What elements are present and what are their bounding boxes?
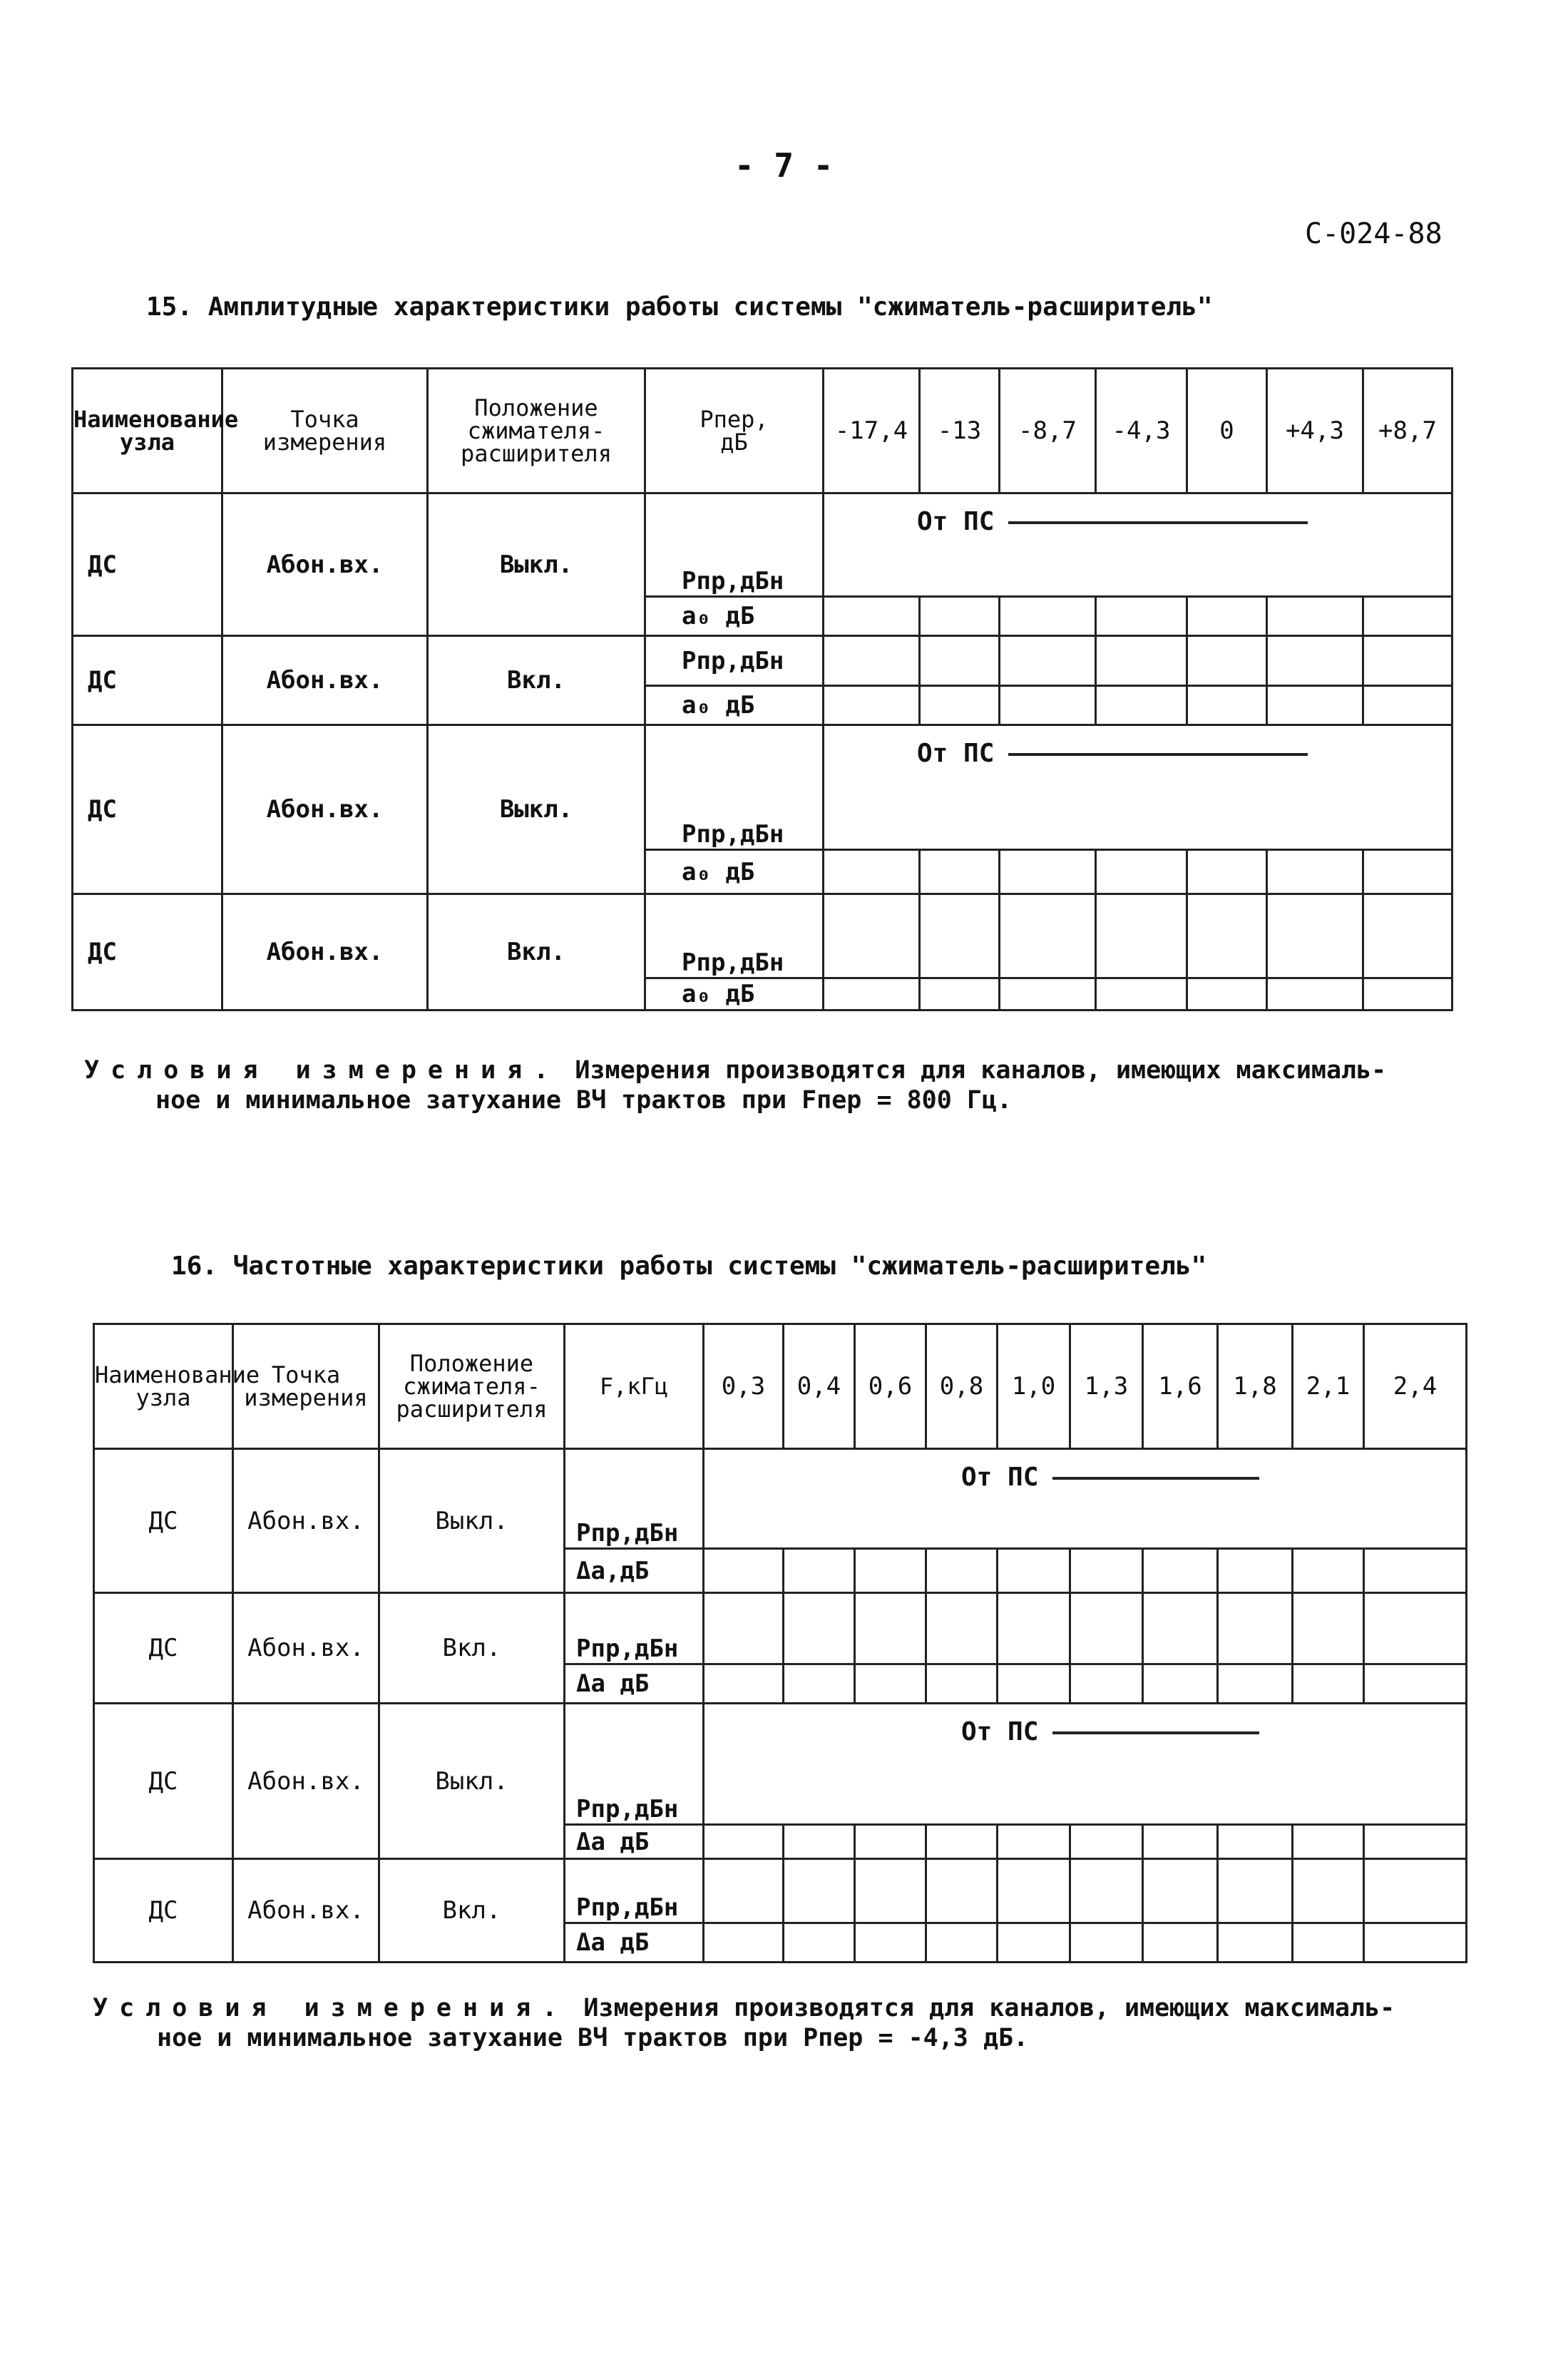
- ot-ps-text: От ПС: [917, 739, 995, 768]
- empty-cell: [1000, 978, 1096, 1010]
- row-point: Абон.вх.: [222, 894, 428, 1010]
- level-cell: 0: [1187, 369, 1267, 493]
- empty-cell: [704, 1664, 784, 1704]
- empty-cell: [704, 1825, 784, 1859]
- ot-ps-cell: [824, 725, 1452, 850]
- row-param-a: a₀ дБ: [645, 686, 824, 725]
- section-15-title: 15. Амплитудные характеристики работы системы "сжиматель-расширитель": [146, 292, 1213, 322]
- empty-cell: [1364, 1549, 1467, 1593]
- row-position: Вкл.: [379, 1859, 565, 1963]
- section-15-conditions: [84, 1055, 1386, 1115]
- empty-cell: [1364, 1825, 1467, 1859]
- ot-ps-label: [917, 507, 1308, 536]
- empty-cell: [1267, 850, 1363, 894]
- row-node: ДС: [94, 1593, 233, 1704]
- empty-cell: [1218, 1825, 1293, 1859]
- table-15: [71, 367, 1453, 1011]
- empty-cell: [1267, 686, 1363, 725]
- empty-cell: [920, 978, 1000, 1010]
- empty-cell: [920, 850, 1000, 894]
- empty-cell: [1267, 894, 1363, 978]
- table-row: [94, 1449, 1467, 1549]
- freq-cell: 0,3: [704, 1324, 784, 1449]
- empty-cell: [926, 1593, 998, 1664]
- ot-ps-blank: [1008, 753, 1308, 756]
- freq-cell: 2,1: [1293, 1324, 1364, 1449]
- empty-cell: [1363, 686, 1452, 725]
- condition-line-1: [84, 1055, 1386, 1085]
- header-param-main: Pпер,: [700, 406, 769, 433]
- empty-cell: [704, 1593, 784, 1664]
- row-param-a: Δa дБ: [565, 1923, 704, 1963]
- empty-cell: [926, 1664, 998, 1704]
- empty-cell: [824, 636, 920, 686]
- row-param-a: Δa дБ: [565, 1825, 704, 1859]
- freq-cell: 1,3: [1070, 1324, 1143, 1449]
- ot-ps-label: [917, 739, 1308, 768]
- empty-cell: [824, 597, 920, 636]
- row-node: ДС: [94, 1859, 233, 1963]
- ot-ps-text: От ПС: [961, 1717, 1039, 1746]
- header-freq: F,кГц: [565, 1324, 704, 1449]
- empty-cell: [1143, 1664, 1218, 1704]
- empty-cell: [920, 597, 1000, 636]
- empty-cell: [1096, 978, 1187, 1010]
- freq-cell: 0,4: [784, 1324, 855, 1449]
- empty-cell: [1000, 850, 1096, 894]
- empty-cell: [998, 1549, 1070, 1593]
- empty-cell: [1096, 686, 1187, 725]
- empty-cell: [1070, 1593, 1143, 1664]
- empty-cell: [1096, 636, 1187, 686]
- empty-cell: [784, 1549, 855, 1593]
- empty-cell: [926, 1549, 998, 1593]
- row-node: ДС: [73, 894, 222, 1010]
- row-point: Абон.вх.: [222, 493, 428, 636]
- empty-cell: [1267, 636, 1363, 686]
- header-point: Точка измерения: [222, 369, 428, 493]
- empty-cell: [1000, 597, 1096, 636]
- empty-cell: [998, 1825, 1070, 1859]
- row-param-p: Pпр,дБн: [565, 1449, 704, 1549]
- empty-cell: [1143, 1859, 1218, 1923]
- empty-cell: [855, 1825, 926, 1859]
- empty-cell: [824, 894, 920, 978]
- row-point: Абон.вх.: [222, 725, 428, 894]
- condition-text-1: Измерения производятся для каналов, имеющих максималь-: [583, 1994, 1395, 2022]
- ot-ps-text: От ПС: [917, 507, 995, 536]
- empty-cell: [1363, 636, 1452, 686]
- empty-cell: [1143, 1923, 1218, 1963]
- empty-cell: [1218, 1923, 1293, 1963]
- row-position: Вкл.: [428, 894, 645, 1010]
- empty-cell: [998, 1923, 1070, 1963]
- empty-cell: [1364, 1859, 1467, 1923]
- row-node: ДС: [73, 636, 222, 725]
- row-position: Выкл.: [428, 493, 645, 636]
- empty-cell: [1143, 1593, 1218, 1664]
- document-code: С-024-88: [1305, 218, 1443, 250]
- empty-cell: [1293, 1549, 1364, 1593]
- empty-cell: [855, 1923, 926, 1963]
- row-point: Абон.вх.: [233, 1704, 379, 1859]
- ot-ps-blank: [1008, 521, 1308, 524]
- section-16-conditions: [93, 1993, 1395, 2053]
- freq-cell: 1,8: [1218, 1324, 1293, 1449]
- empty-cell: [1000, 894, 1096, 978]
- row-node: ДС: [73, 725, 222, 894]
- header-point: Точка измерения: [233, 1324, 379, 1449]
- freq-cell: 2,4: [1364, 1324, 1467, 1449]
- empty-cell: [1070, 1859, 1143, 1923]
- row-param-a: a₀ дБ: [645, 597, 824, 636]
- row-node: ДС: [94, 1704, 233, 1859]
- row-position: Выкл.: [379, 1449, 565, 1593]
- row-param-p: Pпр,дБн: [645, 894, 824, 978]
- empty-cell: [920, 686, 1000, 725]
- empty-cell: [855, 1859, 926, 1923]
- empty-cell: [704, 1923, 784, 1963]
- ot-ps-cell: [704, 1449, 1467, 1549]
- empty-cell: [1187, 686, 1267, 725]
- empty-cell: [824, 978, 920, 1010]
- empty-cell: [1143, 1825, 1218, 1859]
- empty-cell: [1187, 894, 1267, 978]
- empty-cell: [1293, 1664, 1364, 1704]
- empty-cell: [1218, 1549, 1293, 1593]
- table-row: [94, 1704, 1467, 1825]
- row-param-a: Δa,дБ: [565, 1549, 704, 1593]
- empty-cell: [926, 1825, 998, 1859]
- ot-ps-blank: [1052, 1477, 1259, 1480]
- empty-cell: [1363, 597, 1452, 636]
- empty-cell: [704, 1859, 784, 1923]
- ot-ps-label: [961, 1463, 1259, 1492]
- empty-cell: [1218, 1593, 1293, 1664]
- empty-cell: [1364, 1664, 1467, 1704]
- ot-ps-cell: [824, 493, 1452, 597]
- row-position: Вкл.: [379, 1593, 565, 1704]
- freq-cell: 0,8: [926, 1324, 998, 1449]
- row-param-p: Pпр,дБн: [645, 636, 824, 686]
- row-param-p: Pпр,дБн: [645, 725, 824, 850]
- table-16: [93, 1323, 1467, 1963]
- row-param-p: Pпр,дБн: [645, 493, 824, 597]
- empty-cell: [784, 1593, 855, 1664]
- header-param: [645, 369, 824, 493]
- empty-cell: [1293, 1825, 1364, 1859]
- row-point: Абон.вх.: [222, 636, 428, 725]
- table-row: [73, 493, 1452, 597]
- empty-cell: [784, 1859, 855, 1923]
- row-param-a: Δa дБ: [565, 1664, 704, 1704]
- empty-cell: [1096, 597, 1187, 636]
- empty-cell: [784, 1664, 855, 1704]
- empty-cell: [704, 1549, 784, 1593]
- empty-cell: [1267, 978, 1363, 1010]
- ot-ps-text: От ПС: [961, 1463, 1039, 1492]
- ot-ps-cell: [704, 1704, 1467, 1825]
- level-cell: -13: [920, 369, 1000, 493]
- header-param-unit: дБ: [720, 429, 748, 456]
- empty-cell: [824, 686, 920, 725]
- table-row: [73, 725, 1452, 850]
- freq-cell: 1,0: [998, 1324, 1070, 1449]
- empty-cell: [1070, 1923, 1143, 1963]
- empty-cell: [1293, 1859, 1364, 1923]
- row-point: Абон.вх.: [233, 1593, 379, 1704]
- header-node: Наименование узла: [94, 1324, 233, 1449]
- empty-cell: [998, 1593, 1070, 1664]
- row-position: Выкл.: [428, 725, 645, 894]
- header-position: Положение сжимателя-расширителя: [428, 369, 645, 493]
- freq-cell: 0,6: [855, 1324, 926, 1449]
- empty-cell: [1187, 597, 1267, 636]
- empty-cell: [1070, 1549, 1143, 1593]
- condition-text-1: Измерения производятся для каналов, имеющих максималь-: [575, 1056, 1387, 1085]
- empty-cell: [855, 1549, 926, 1593]
- empty-cell: [1070, 1825, 1143, 1859]
- row-point: Абон.вх.: [233, 1859, 379, 1963]
- row-param-p: Pпр,дБн: [565, 1704, 704, 1825]
- empty-cell: [998, 1664, 1070, 1704]
- empty-cell: [1364, 1923, 1467, 1963]
- empty-cell: [1143, 1549, 1218, 1593]
- empty-cell: [1218, 1664, 1293, 1704]
- ot-ps-label: [961, 1717, 1259, 1746]
- empty-cell: [926, 1859, 998, 1923]
- level-cell: -8,7: [1000, 369, 1096, 493]
- empty-cell: [1363, 978, 1452, 1010]
- empty-cell: [1187, 636, 1267, 686]
- empty-cell: [1187, 850, 1267, 894]
- condition-text-2: ное и минимальное затухание ВЧ трактов при Pпер = -4,3 дБ.: [157, 2024, 1029, 2052]
- row-param-p: Pпр,дБн: [565, 1593, 704, 1664]
- empty-cell: [1293, 1923, 1364, 1963]
- empty-cell: [855, 1664, 926, 1704]
- empty-cell: [1187, 978, 1267, 1010]
- freq-cell: 1,6: [1143, 1324, 1218, 1449]
- empty-cell: [1363, 850, 1452, 894]
- condition-text-2: ное и минимальное затухание ВЧ трактов при Fпер = 800 Гц.: [155, 1086, 1013, 1115]
- empty-cell: [1000, 686, 1096, 725]
- empty-cell: [926, 1923, 998, 1963]
- row-position: Выкл.: [379, 1704, 565, 1859]
- empty-cell: [1096, 850, 1187, 894]
- condition-label: Условия измерения.: [84, 1056, 560, 1085]
- empty-cell: [1096, 894, 1187, 978]
- table-16-header-row: [94, 1324, 1467, 1449]
- header-node: Наименование узла: [73, 369, 222, 493]
- empty-cell: [824, 850, 920, 894]
- level-cell: +8,7: [1363, 369, 1452, 493]
- row-point: Абон.вх.: [233, 1449, 379, 1593]
- empty-cell: [1218, 1859, 1293, 1923]
- empty-cell: [855, 1593, 926, 1664]
- row-param-p: Pпр,дБн: [565, 1859, 704, 1923]
- empty-cell: [1363, 894, 1452, 978]
- level-cell: +4,3: [1267, 369, 1363, 493]
- header-position: Положение сжимателя-расширителя: [379, 1324, 565, 1449]
- empty-cell: [1293, 1593, 1364, 1664]
- condition-label: Условия измерения.: [93, 1994, 569, 2022]
- row-node: ДС: [94, 1449, 233, 1593]
- empty-cell: [920, 894, 1000, 978]
- ot-ps-blank: [1052, 1731, 1259, 1734]
- level-cell: -17,4: [824, 369, 920, 493]
- empty-cell: [1267, 597, 1363, 636]
- page-number: - 7 -: [734, 146, 834, 185]
- empty-cell: [920, 636, 1000, 686]
- row-node: ДС: [73, 493, 222, 636]
- table-row: [94, 1859, 1467, 1923]
- row-position: Вкл.: [428, 636, 645, 725]
- table-row: [73, 894, 1452, 978]
- table-row: [73, 636, 1452, 686]
- section-16-title: 16. Частотные характеристики работы системы "сжиматель-расширитель": [171, 1252, 1207, 1281]
- table-row: [94, 1593, 1467, 1664]
- row-param-a: a₀ дБ: [645, 978, 824, 1010]
- empty-cell: [784, 1825, 855, 1859]
- level-cell: -4,3: [1096, 369, 1187, 493]
- empty-cell: [784, 1923, 855, 1963]
- condition-line-1: [93, 1993, 1395, 2023]
- table-15-header-row: [73, 369, 1452, 493]
- empty-cell: [1000, 636, 1096, 686]
- row-param-a: a₀ дБ: [645, 850, 824, 894]
- empty-cell: [1364, 1593, 1467, 1664]
- empty-cell: [1070, 1664, 1143, 1704]
- empty-cell: [998, 1859, 1070, 1923]
